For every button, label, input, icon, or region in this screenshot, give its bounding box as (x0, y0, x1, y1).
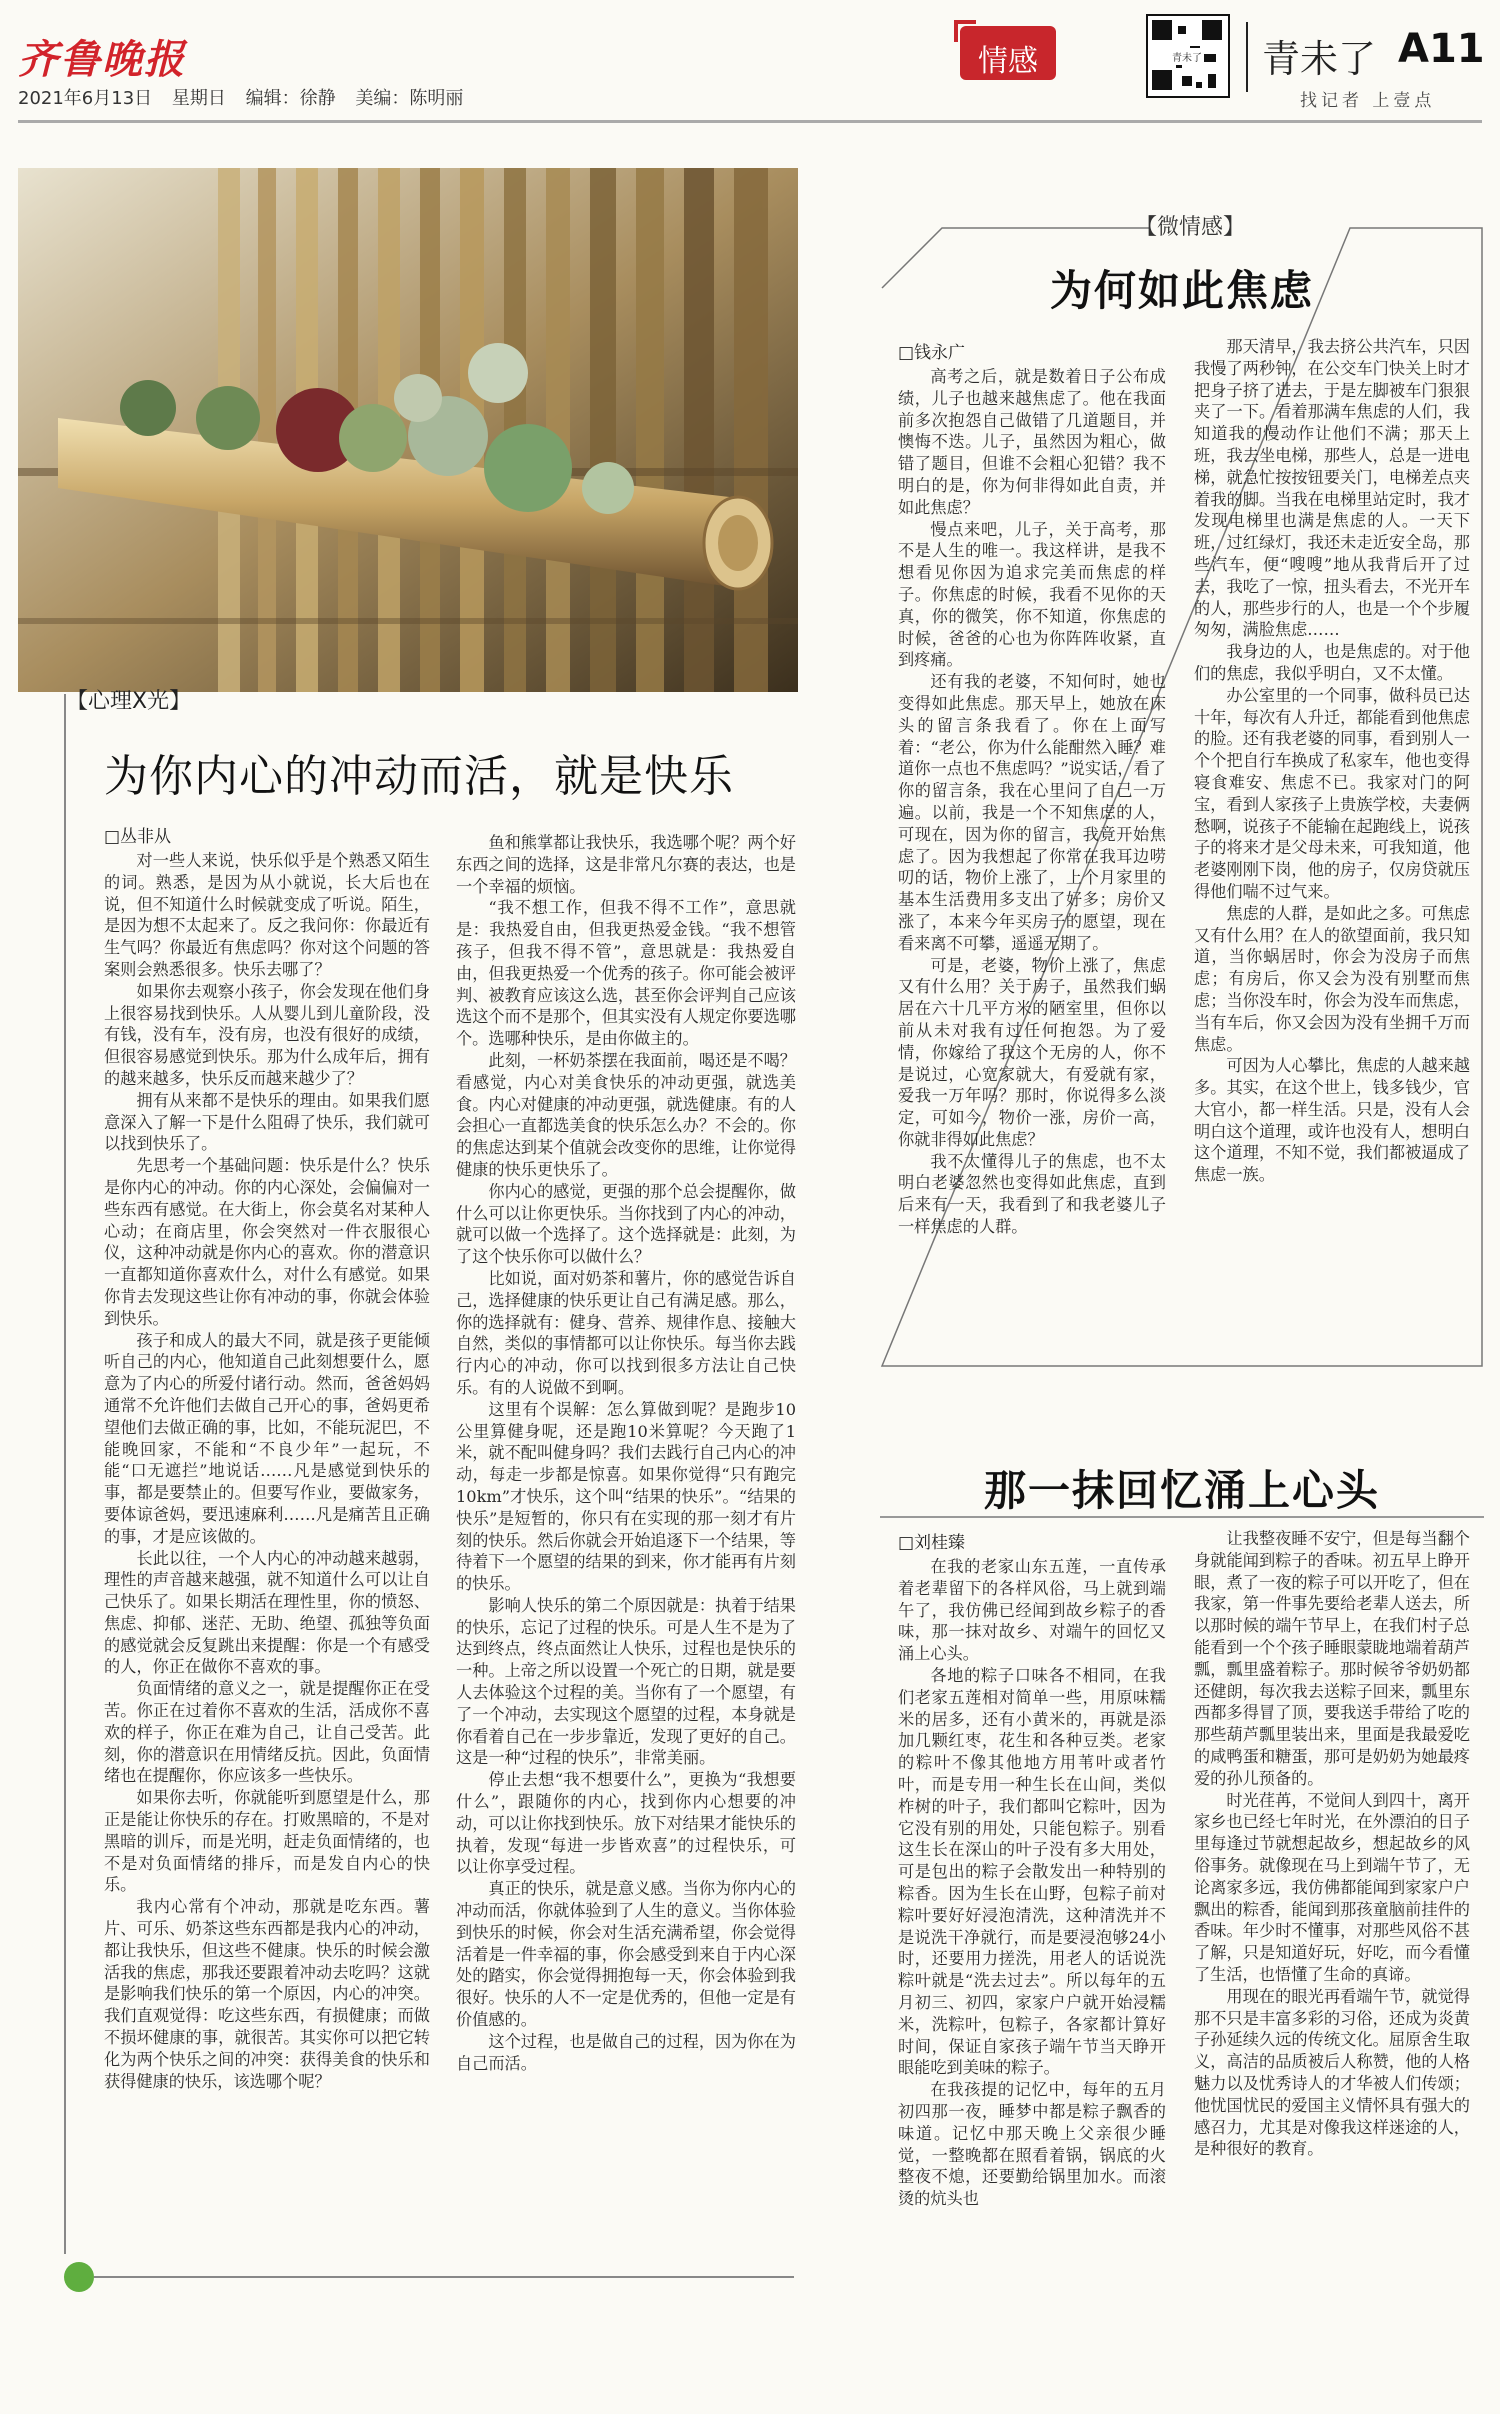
left-article-column-1 (104, 850, 430, 2270)
paragraph: 负面情绪的意义之一，就是提醒你正在受苦。你正在过着你不喜欢的生活，活成你不喜欢的样子，你正在难为自己，让自己受苦。此刻，你的潜意识在用情绪反抗。因此，负面情绪也在提醒你，你应该多一些快乐。 (104, 1679, 430, 1786)
right-article-1-byline: □钱永广 (898, 343, 966, 363)
paragraph: 拥有从来都不是快乐的理由。如果我们愿意深入了解一下是什么阻碍了快乐，我们就可以找到快乐了。 (104, 1090, 430, 1154)
paragraph: 这个过程，也是做自己的过程，因为你在为自己而活。 (456, 2031, 796, 2073)
left-article-rule (64, 694, 66, 2254)
left-article-bottom-rule (94, 2276, 794, 2278)
paragraph: 让我整夜睡不安宁，但是每当翻个身就能闻到粽子的香味。初五早上睁开眼，煮了一夜的粽子可以开吃了，但在我家，第一件事先要给老辈人送去，所以那时候的端午节早上，在我们村子总能看到一个个孩子睡眼蒙眬地端着葫芦瓢，瓢里盛着粽子。那时候爷爷奶奶都还健朗，每次我去送粽子回来，瓢里东西都多得冒了顶，要我送手带给了吃的那些葫芦瓢里装出来，里面是我最爱吃的咸鸭蛋和糖蛋，那可是奶奶为她最疼爱的孙儿预备的。 (1194, 1529, 1470, 1788)
paragraph: 我内心常有个冲动，那就是吃东西。薯片、可乐、奶茶这些东西都是我内心的冲动，都让我快乐，但这些不健康。快乐的时候会激活我的焦虑，那我还要跟着冲动去吃吗？这就是影响我们快乐的第一个原因，内心的冲突。我们直观觉得：吃这些东西，有损健康；而做不损坏健康的事，就很苦。其实你可以把它转化为两个快乐之间的冲突：获得美食的快乐和获得健康的快乐，该选哪个呢？ (104, 1897, 430, 2091)
right-article-2-column-1 (898, 1556, 1166, 2406)
paragraph: 可因为人心攀比，焦虑的人越来越多。其实，在这个世上，钱多钱少，官大官小，都一样生活。只是，没有人会明白这个道理，或许也没有人，想明白这个道理，不知不觉，我们都被逼成了焦虑一族。 (1194, 1056, 1470, 1185)
paragraph: 慢点来吧，儿子，关于高考，那不是人生的唯一。我这样讲，是我不想看见你因为追求完美而焦虑的样子。你焦虑的时候，我看不见你的天真，你的微笑，你不知道，你焦虑的时候，爸爸的心也为你阵阵收紧，直到疼痛。 (898, 519, 1166, 670)
issue-weekday: 星期日 (171, 88, 226, 109)
paragraph: 各地的粽子口味各不相同，在我们老家五莲相对简单一些，用原味糯米的居多，还有小黄米的，再就是添加几颗红枣，花生和各种豆类。老家的粽叶不像其他地方用苇叶或者竹叶，而是专用一种生长在山间，类似柞树的叶子，我们都叫它粽叶，因为它没有别的用处，只能包粽子。别看这生长在深山的叶子没有多大用处，可是包出的粽子会散发出一种特别的粽香。因为生长在山野，包粽子前对粽叶要好好浸泡清洗，这种清洗并不是说洗干净就行，而是要浸泡够24小时，还要用力搓洗，用老人的话说洗粽叶就是“洗去过去”。所以每年的五月初三、初四，家家户户就开始浸糯米，洗粽叶，包粽子，各家都计算好时间，保证自家孩子端午节当天睁开眼能吃到美味的粽子。 (898, 1665, 1166, 2078)
right-article-2-title: 那一抹回忆涌上心头 (983, 1466, 1380, 1515)
paragraph: 真正的快乐，就是意义感。当你为你内心的冲动而活，你就体验到了人生的意义。当你体验到快乐的时候，你会对生活充满希望，你会觉得活着是一件幸福的事，你会感受到来自于内心深处的踏实，你会觉得拥抱每一天，你会体验到我很好。快乐的人不一定是优秀的，但他一定是有价值感的。 (456, 1879, 796, 2030)
paragraph: 用现在的眼光再看端午节，就觉得那不只是丰富多彩的习俗，还成为炎黄子孙延续久远的传统文化。屈原舍生取义，高洁的品质被后人称赞，他的人格魅力以及忧秀诗人的才华被人们传颂；他忧国忧民的爱国主义情怀具有强大的感召力，尤其是对像我这样迷途的人，是种很好的教育。 (1194, 1986, 1470, 2159)
qr-label: 青未了 (1170, 48, 1204, 65)
paragraph: 办公室里的一个同事，做科员已达十年，每次有人升迁，都能看到他焦虑的脸。还有我老婆的同事，看到别人一个个把自行车换成了私家车，他也变得寝食难安、焦虑不已。我家对门的阿宝，看到人家孩子上贵族学校，夫妻俩愁啊，说孩子不能输在起跑线上，说孩子的将来才是父母未来，可我知道，他老婆刚刚下岗，他的房子，仅房贷就压得他们喘不过气来。 (1194, 685, 1470, 901)
paragraph: 我身边的人，也是焦虑的。对于他们的焦虑，我似乎明白，又不太懂。 (1194, 642, 1470, 683)
paragraph: 如果你去听，你就能听到愿望是什么，那正是能让你快乐的存在。打败黑暗的，不是对黑暗的训斥，而是光明，赶走负面情绪的，也不是对负面情绪的排斥，而是发自内心的快乐。 (104, 1788, 430, 1895)
paragraph: 长此以往，一个人内心的冲动越来越弱，理性的声音越来越强，就不知道什么可以让自己快乐了。如果长期活在理性里，你的愤怒、焦虑、抑郁、迷茫、无助、绝望、孤独等负面的感觉就会反复跳出来提醒：你是一个有感受的人，你正在做你不喜欢的事。 (104, 1548, 430, 1677)
section-tag: 情感 (978, 44, 1038, 79)
editor-credit: 编辑：徐静 (245, 88, 336, 109)
paragraph: 在我孩提的记忆中，每年的五月初四那一夜，睡梦中都是粽子飘香的味道。记忆中那天晚上父亲很少睡觉，一整晚都在照看着锅，锅底的火整夜不熄，还要勤给锅里加水。而滚烫的炕头也 (898, 2080, 1166, 2209)
left-article-kicker: 【心理X光】 (66, 689, 192, 714)
left-article-column-2 (456, 832, 796, 2272)
header-rule (18, 120, 1482, 123)
paragraph: 那天清早，我去挤公共汽车，只因我慢了两秒钟，在公交车门快关上时才把身子挤了进去，于是左脚被车门狠狠夹了一下。看着那满车焦虑的人们，我知道我的慢动作让他们不满；那天上班，我去坐电梯，那些人，总是一进电梯，就急忙按按钮要关门，电梯差点夹着我的脚。当我在电梯里站定时，我才发现电梯里也满是焦虑的人。一天下班，过红绿灯，我还未走近安全岛，那些汽车，便“嗖嗖”地从我背后开了过去，我吃了一惊，扭头看去，不光开车的人，那些步行的人，也是一个个步履匆匆，满脸焦虑…… (1194, 337, 1470, 640)
left-article-byline: □丛非从 (104, 827, 172, 847)
paragraph: 此刻，一杯奶茶摆在我面前，喝还是不喝？看感觉，内心对美食快乐的冲动更强，就选美食。内心对健康的冲动更强，就选健康。有的人会担心一直都选美食的快乐怎么办？不会的。你的焦虑达到某个值就会改变你的思维，让你觉得健康的快乐更快乐了。 (456, 1050, 796, 1179)
page-number: A11 (1398, 26, 1485, 72)
designer-credit: 美编：陈明丽 (355, 88, 464, 109)
paragraph: “我不想工作，但我不得不工作”，意思就是：我热爱自由，但我更热爱金钱。“我不想管孩子，但我不得不管”，意思就是：我热爱自由，但我更热爱一个优秀的孩子。你可能会被评判、被教育应该这么选，甚至你会评判自己应该选这个而不是那个，但其实没有人规定你要选哪个。选哪种快乐，是由你做主的。 (456, 898, 796, 1049)
paragraph: 时光荏苒，不觉间人到四十，离开家乡也已经七年时光，在外漂泊的日子里每逢过节就想起故乡，想起故乡的风俗事务。就像现在马上到端午节了，无论离家多远，我仿佛都能闻到家家户户飘出的粽香，能闻到那孩童脑前挂件的香味。年少时不懂事，对那些风俗不甚了解，只是知道好玩，好吃，而今看懂了生活，也悟懂了生命的真谛。 (1194, 1790, 1470, 1984)
issue-date: 2021年6月13日 (18, 88, 153, 109)
right-article-1-kicker: 【微情感】 (1134, 215, 1245, 240)
right-article-1-title: 为何如此焦虑 (1049, 266, 1314, 315)
slogan: 找记者 上壹点 (1300, 91, 1436, 111)
paragraph: 可是，老婆，物价上涨了，焦虑又有什么用？关于房子，虽然我们蜗居在六十几平方米的陋室里，但你以前从未对我有过任何抱怨。为了爱情，你嫁给了我这个无房的人，你不是说过，心宽家就大，有爱就有家，爱我一万年吗？那时，你说得多么淡定，可如今，物价一涨，房价一高，你就非得如此焦虑？ (898, 955, 1166, 1149)
right-article-2-byline: □刘桂臻 (898, 1533, 966, 1553)
dateline (18, 84, 477, 110)
right-article-2-rule (880, 1516, 1484, 1518)
paragraph: 高考之后，就是数着日子公布成绩，儿子也越来越焦虑了。他在我面前多次抱怨自己做错了几道题目，并懊悔不迭。儿子，虽然因为粗心，做错了题目，但谁不会粗心犯错？我不明白的是，你为何非得如此自责，并如此焦虑？ (898, 367, 1166, 517)
paragraph: 你内心的感觉，更强的那个总会提醒你，做什么可以让你更快乐。当你找到了内心的冲动，就可以做一个选择了。这个选择就是：此刻，为了这个快乐你可以做什么？ (456, 1181, 796, 1267)
paragraph: 焦虑的人群，是如此之多。可焦虑又有什么用？在人的欲望面前，我只知道，当你蜗居时，你会为没房子而焦虑；有房后，你又会为没有别墅而焦虑；当你没车时，你会为没车而焦虑，当有车后，你又会因为没有坐拥千万而焦虑。 (1194, 903, 1470, 1054)
paragraph: 如果你去观察小孩子，你会发现在他们身上很容易找到快乐。人从婴儿到儿童阶段，没有钱，没有车，没有房，也没有很好的成绩，但很容易感觉到快乐。那为什么成年后，拥有的越来越多，快乐反而越来越少了？ (104, 981, 430, 1088)
right-article-2-column-2 (1194, 1528, 1470, 2408)
paragraph: 停止去想“我不想要什么”，更换为“我想要什么”，跟随你的内心，找到你内心想要的冲动，可以让你找到快乐。放下对结果才能快乐的执着，发现“每进一步皆欢喜”的过程快乐，可以让你享受过程。 (456, 1770, 796, 1877)
paragraph: 还有我的老婆，不知何时，她也变得如此焦虑。那天早上，她放在床头的留言条我看了。你在上面写着：“老公，你为什么能酣然入睡？难道你一点也不焦虑吗？”说实话，看了你的留言条，我在心里问了自己一万遍。以前，我是一个不知焦虑的人，可现在，因为你的留言，我竟开始焦虑了。因为我想起了你常在我耳边唠叨的话，物价上涨了，上个月家里的基本生活费用多支出了好多；房价又涨了，本来今年买房子的愿望，现在看来离不可攀，遥遥无期了。 (898, 672, 1166, 953)
paragraph: 我不太懂得儿子的焦虑，也不太明白老婆忽然也变得如此焦虑，直到后来有一天，我看到了和我老婆儿子一样焦虑的人群。 (898, 1151, 1166, 1237)
paragraph: 对一些人来说，快乐似乎是个熟悉又陌生的词。熟悉，是因为从小就说，长大后也在说，但不知道什么时候就变成了听说。陌生，是因为想不太起来了。反之我问你：你最近有生气吗？你最近有焦虑吗？你对这个问题的答案则会熟悉很多。快乐去哪了？ (104, 851, 430, 979)
paragraph: 孩子和成人的最大不同，就是孩子更能倾听自己的内心，他知道自己此刻想要什么，愿意为了内心的所爱付诸行动。然而，爸爸妈妈通常不允许他们去做自己开心的事，爸妈更希望他们去做正确的事，比如，不能玩泥巴，不能晚回家，不能和“不良少年”一起玩，不能“口无遮拦”地说话……凡是感觉到快乐的事，都是要禁止的。但要写作业，要做家务，要体谅爸妈，要迅速麻利……凡是痛苦且正确的事，才是应该做的。 (104, 1330, 430, 1546)
paragraph: 在我的老家山东五莲，一直传承着老辈留下的各样风俗，马上就到端午了，我仿佛已经闻到故乡粽子的香味，那一抹对故乡、对端午的回忆又涌上心头。 (898, 1557, 1166, 1664)
paragraph: 比如说，面对奶茶和薯片，你的感觉告诉自己，选择健康的快乐更让自己有满足感。那么，你的选择就有：健身、营养、规律作息、接触大自然，类似的事情都可以让你快乐。每当你去践行内心的冲动，你可以找到很多方法让自己快乐。有的人说做不到啊。 (456, 1268, 796, 1397)
right-article-1-column-1 (898, 366, 1166, 1366)
speech-bubble-icon (64, 2262, 94, 2292)
paragraph: 先思考一个基础问题：快乐是什么？快乐是你内心的冲动。你的内心深处，会偏偏对一些东西有感觉。在大街上，你会莫名对某种人心动；在商店里，你会突然对一件衣服很心仪，这种冲动就是你内心的喜欢。你的潜意识一直都知道你喜欢什么，对什么有感觉。如果你肯去发现这些让你有冲动的事，你就会体验到快乐。 (104, 1156, 430, 1328)
paragraph: 影响人快乐的第二个原因就是：执着于结果的快乐，忘记了过程的快乐。可是人生不是为了达到终点，终点面然让人快乐，过程也是快乐的一种。上帝之所以设置一个死亡的日期，就是要人去体验这个过程的美。当你有了一个愿望，有了一个冲动，去实现这个愿望的过程，本身就是你看着自己在一步步靠近，发现了更好的自己。这是一种“过程的快乐”，非常美丽。 (456, 1595, 796, 1768)
succulents-bamboo-photo (18, 168, 798, 692)
qr-code-icon[interactable] (1146, 14, 1230, 98)
masthead-logo: 齐鲁晚报 (18, 36, 186, 83)
section-title: 青未了 (1262, 37, 1377, 81)
paragraph: 这里有个误解：怎么算做到呢？是跑步10公里算健身呢，还是跑10米算呢？今天跑了1米，就不配叫健身吗？我们去践行自己内心的冲动，每走一步都是惊喜。如果你觉得“只有跑完10km”才快乐，这个叫“结果的快乐”。“结果的快乐”是短暂的，你只有在实现的那一刻才有片刻的快乐。然后你就会开始追逐下一个结果，等待着下一个愿望的结果的到来，你才能再有片刻的快乐。 (456, 1399, 796, 1594)
left-article-title: 为你内心的冲动而活，就是快乐 (104, 751, 734, 802)
right-article-1-column-2 (1194, 336, 1470, 1366)
header-divider (1246, 22, 1248, 92)
paragraph: 鱼和熊掌都让我快乐，我选哪个呢？两个好东西之间的选择，这是非常凡尔赛的表达，也是一个幸福的烦恼。 (456, 833, 796, 896)
